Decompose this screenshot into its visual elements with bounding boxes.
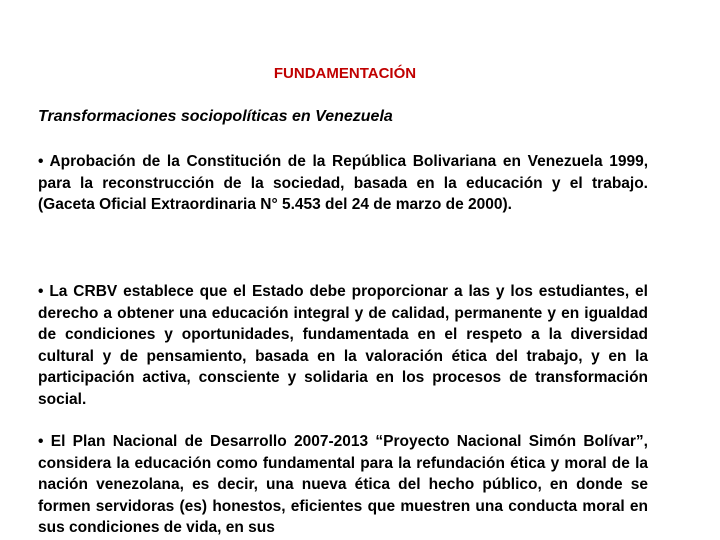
paragraph-constitution: • Aprobación de la Constitución de la República Bolivariana en Venezuela 1999, para la reconstrucción de la sociedad, basada en la educación y el trabajo. (Gaceta Oficial Extraordinaria N° 5.453 del 24 de marzo de 2000). bbox=[38, 153, 648, 213]
paragraph-plan-nacional: • El Plan Nacional de Desarrollo 2007-2013 “Proyecto Nacional Simón Bolívar”, considera la educación como fundamental para la refundación ética y moral de la nación venezolana, es decir, una nueva ética del hecho público, en donde se formen servidoras (es) honestos, eficientes que muestren una conducta moral en sus condiciones de vida, en sus bbox=[38, 433, 648, 536]
section-subtitle: Transformaciones sociopolíticas en Venezuela bbox=[38, 108, 393, 125]
page-title: FUNDAMENTACIÓN bbox=[273, 65, 417, 82]
paragraph-crbv: • La CRBV establece que el Estado debe proporcionar a las y los estudiantes, el derecho a obtener una educación integral y de calidad, permanente y en igualdad de condiciones y oportunidades, fundamentada en el respeto a la diversidad cultural y de pensamiento, basada en la valoración ética del trabajo, y en la participación activa, consciente y solidaria en los procesos de transformación social. bbox=[38, 283, 648, 408]
